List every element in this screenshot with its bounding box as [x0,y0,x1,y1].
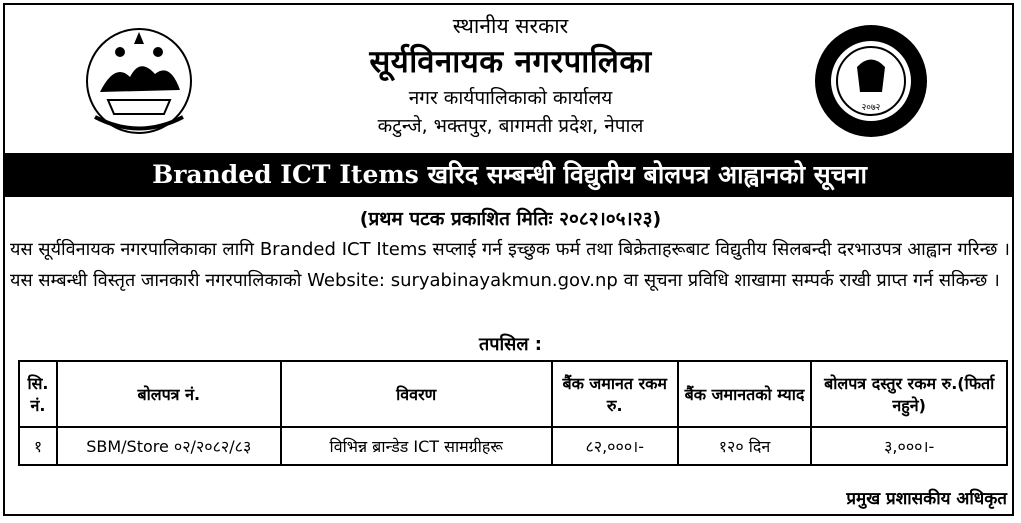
office-name: नगर कार्यपालिकाको कार्यालय [408,87,613,109]
office-address: कटुन्जे, भक्तपुर, बागमती प्रदेश, नेपाल [377,115,644,137]
table-header-row [19,361,1007,427]
municipality-name: सूर्यविनायक नगरपालिका [369,44,652,80]
col-description: विवरण [281,361,552,427]
col-tender-no: बोलपत्र नं. [57,361,281,427]
cell-tender-fee: ३,०००।- [811,427,1007,465]
cell-description: विभिन्न ब्रान्डेड ICT सामग्रीहरू [281,427,552,465]
notice-title-banner: Branded ICT Items खरिद सम्बन्धी विद्युतीय बोलपत्र आह्वानको सूचना [5,153,1014,197]
cell-guarantee-validity: १२० दिन [678,427,812,465]
cell-bank-guarantee: ८२,०००।- [552,427,678,465]
cell-serial: १ [19,427,57,465]
notice-body: यस सूर्यविनायक नगरपालिकाका लागि Branded ICT Items सप्लाई गर्न इच्छुक फर्म तथा बिक्रेताहरूबाट विद्युतीय सिलबन्दी दरभाउपत्र आह्वान गरिन्छ । यस सम्बन्धी विस्तृत जानकारी नगरपालिकाको Website: suryabinayakmun.gov.np वा सूचना प्रविधि शाखामा सम्पर्क राखी प्राप्त गर्न सकिन्छ । [10,239,1010,291]
header-line-1: स्थानीय सरकार [452,14,569,38]
col-bank-guarantee: बैंक जमानत रकम रु. [552,361,678,427]
table-row [19,427,1007,465]
tender-table [18,360,1008,466]
col-guarantee-validity: बैंक जमानतको म्याद [678,361,812,427]
details-heading: तपसिल : [479,334,542,355]
col-serial: सि. नं. [19,361,57,427]
cell-tender-no: SBM/Store ०२/२०८२/८३ [57,427,281,465]
signature-line: प्रमुख प्रशासकीय अधिकृत [846,489,1007,509]
published-date: (प्रथम पटक प्रकाशित मितिः २०८२।०५।२३) [359,208,662,230]
seal-year: २०७२ [861,103,881,113]
col-tender-fee: बोलपत्र दस्तुर रकम रु.(फिर्ता नहुने) [811,361,1007,427]
